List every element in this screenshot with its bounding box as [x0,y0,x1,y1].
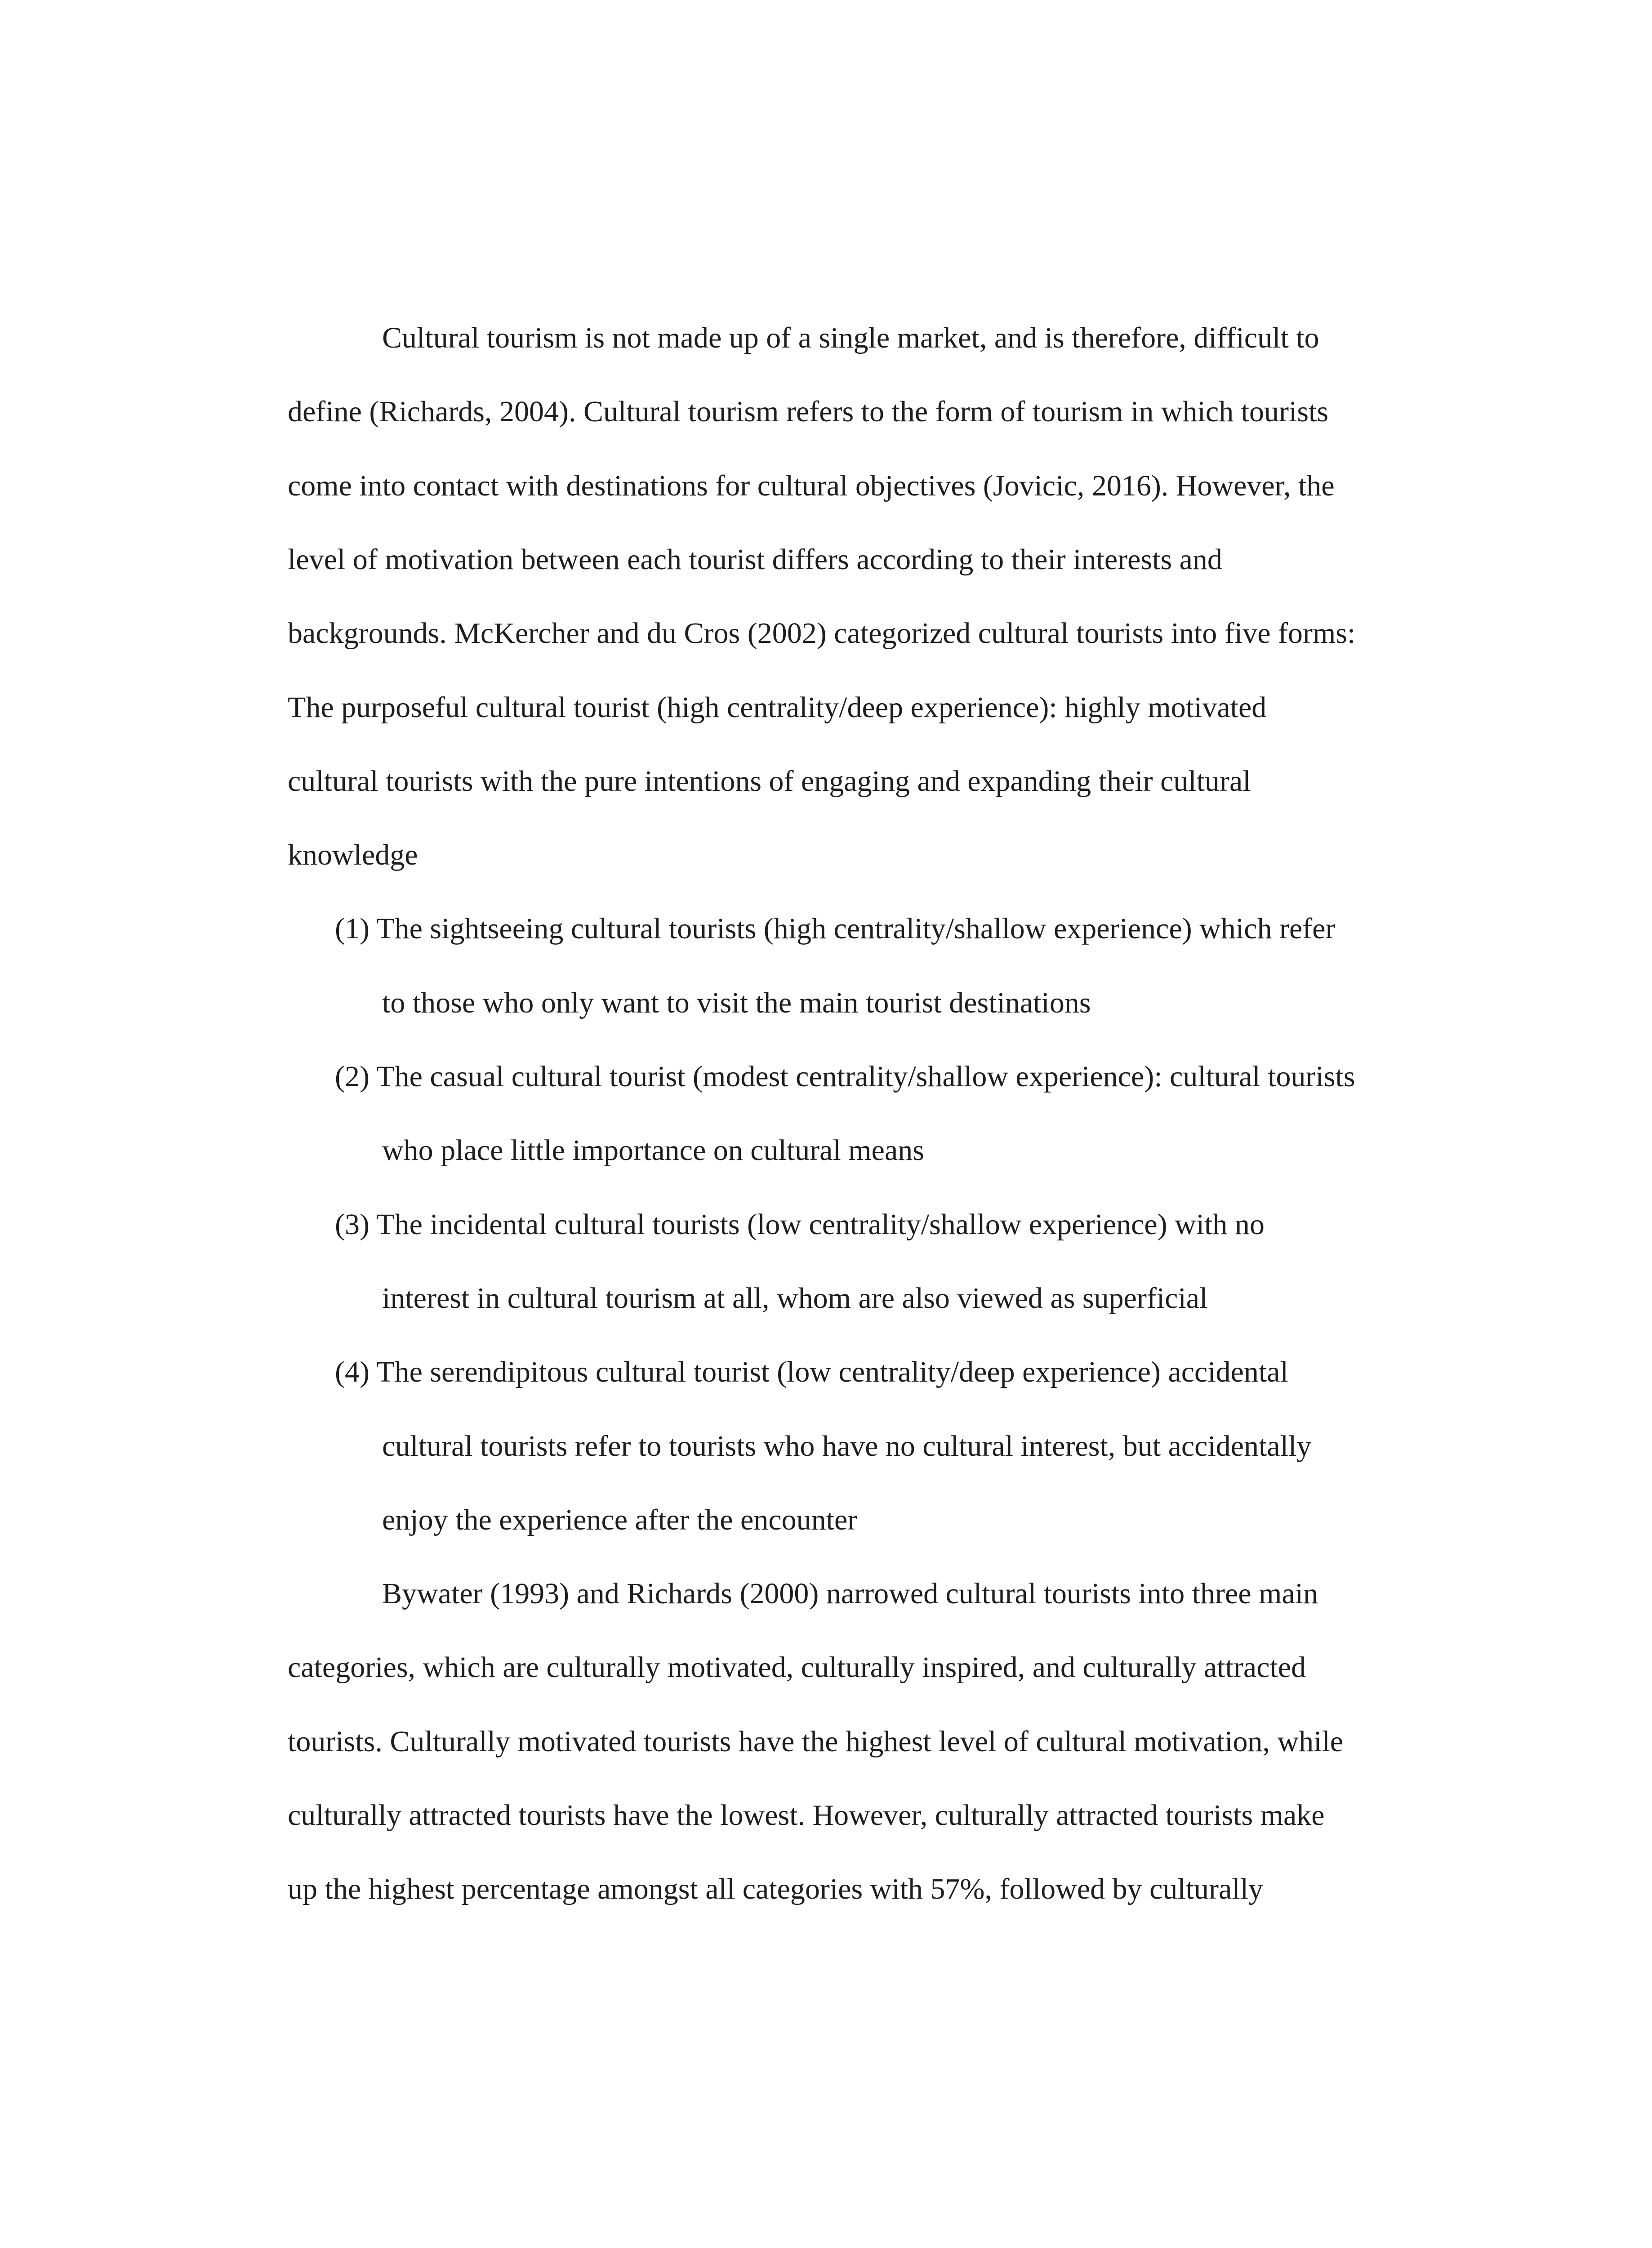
text-line: backgrounds. McKercher and du Cros (2002) categorized cultural tourists into five forms: [288,617,1356,650]
text-line: Bywater (1993) and Richards (2000) narrowed cultural tourists into three main [382,1577,1318,1610]
list-item-line: (3) The incidental cultural tourists (low centrality/shallow experience) with no [335,1208,1265,1241]
text-line: define (Richards, 2004). Cultural tourism refers to the form of tourism in which tourists [288,395,1329,428]
list-item-line: interest in cultural tourism at all, whom are also viewed as superficial [382,1282,1208,1315]
list-item-line: (2) The casual cultural tourist (modest centrality/shallow experience): cultural tourists [335,1060,1355,1093]
list-item-line: (1) The sightseeing cultural tourists (high centrality/shallow experience) which refer [335,912,1336,945]
text-line: knowledge [288,839,418,871]
text-line: level of motivation between each tourist differs according to their interests and [288,543,1222,576]
list-item-line: enjoy the experience after the encounter [382,1503,858,1536]
list-item-line: (4) The serendipitous cultural tourist (low centrality/deep experience) accidental [335,1356,1288,1388]
text-line: The purposeful cultural tourist (high centrality/deep experience): highly motivated [288,691,1267,724]
text-line: Cultural tourism is not made up of a single market, and is therefore, difficult to [382,321,1319,354]
text-line: cultural tourists with the pure intentions of engaging and expanding their cultural [288,765,1251,798]
list-item-line: to those who only want to visit the main tourist destinations [382,986,1091,1019]
text-line: categories, which are culturally motivated, culturally inspired, and culturally attracted [288,1651,1306,1684]
list-item-line: cultural tourists refer to tourists who have no cultural interest, but accidentally [382,1430,1312,1463]
list-item-line: who place little importance on cultural means [382,1134,924,1167]
text-line: culturally attracted tourists have the lowest. However, culturally attracted tourists make [288,1799,1325,1832]
text-line: up the highest percentage amongst all categories with 57%, followed by culturally [288,1873,1264,1905]
text-line: tourists. Culturally motivated tourists have the highest level of cultural motivation, while [288,1725,1344,1758]
text-line: come into contact with destinations for cultural objectives (Jovicic, 2016). However, the [288,469,1335,502]
